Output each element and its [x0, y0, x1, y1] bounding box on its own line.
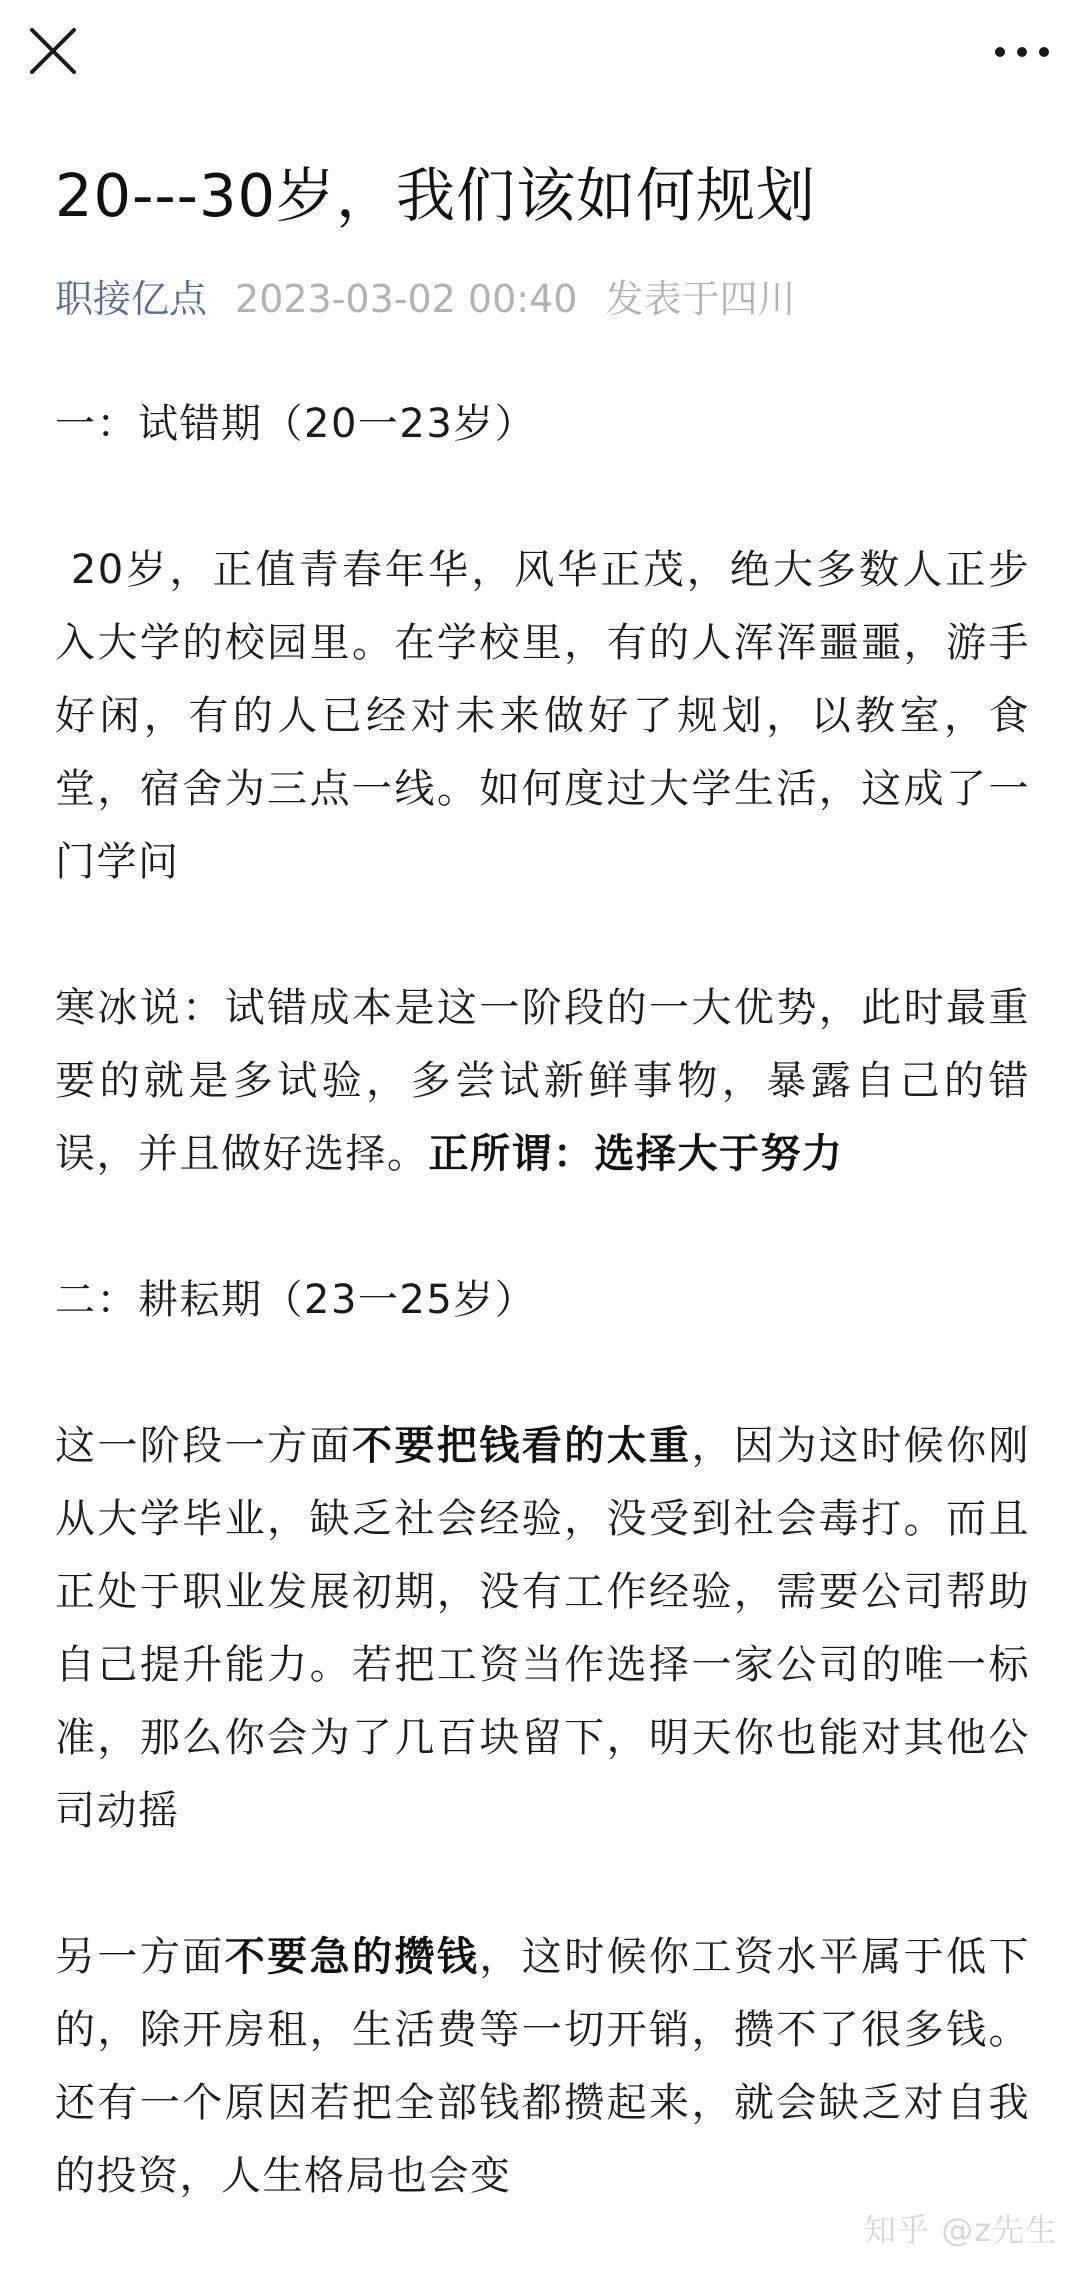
- watermark: 知乎 @z先生: [864, 2211, 1058, 2249]
- publish-date: 2023-03-02 00:40: [235, 277, 578, 321]
- close-icon: [26, 24, 82, 80]
- author-link[interactable]: 职接亿点: [55, 277, 208, 321]
- article: [55, 160, 1030, 2279]
- article-meta: [55, 276, 1030, 322]
- top-bar: [0, 0, 1080, 110]
- paragraph-2-bold: 正所谓：选择大于努力: [428, 1131, 844, 1177]
- more-horizontal-icon: [990, 24, 1054, 80]
- paragraph-3: [55, 1410, 1030, 1848]
- article-title: 20---30岁，我们该如何规划: [55, 161, 817, 230]
- paragraph-4-post: ，这时候你工资水平属于低下的，除开房租，生活费等一切开销，攒不了很多钱。还有一个原因若把全部钱都攒起来，就会缺乏对自我的投资，人生格局也会变: [55, 1934, 1031, 2199]
- publish-location: 发表于四川: [605, 277, 796, 321]
- more-options-button[interactable]: [990, 24, 1054, 80]
- paragraph-3-post: ，因为这时候你刚从大学毕业，缺乏社会经验，没受到社会毒打。而且正处于职业发展初期，没有工作经验，需要公司帮助自己提升能力。若把工资当作选择一家公司的唯一标准，那么你会为了几百块留下，明天你也能对其他公司动摇: [55, 1423, 1031, 1834]
- paragraph-2-text: 寒冰说：试错成本是这一阶段的一大优势，此时最重要的就是多试验，多尝试新鲜事物，暴露自己的错误，并且做好选择。: [55, 985, 1030, 1177]
- paragraph-3-pre: 这一阶段一方面: [55, 1423, 353, 1469]
- paragraph-2: [55, 972, 1030, 1191]
- paragraph-1: 20岁，正值青春年华，风华正茂，绝大多数人正步入大学的校园里。在学校里，有的人浑浑噩噩，游手好闲，有的人已经对未来做好了规划，以教室，食堂，宿舍为三点一线。如何度过大学生活，这成了一门学问: [55, 547, 1030, 885]
- paragraph-3-bold: 不要把钱看的太重: [352, 1423, 692, 1469]
- close-button[interactable]: [26, 24, 82, 80]
- paragraph-4-pre: 另一方面: [55, 1934, 225, 1980]
- section-heading-1: 一：试错期（20一23岁）: [55, 401, 537, 447]
- section-heading-2: 二：耕耘期（23一25岁）: [55, 1277, 537, 1323]
- paragraph-4-bold: 不要急的攒钱: [224, 1934, 480, 1980]
- paragraph-4: [55, 1921, 1030, 2213]
- article-body: [55, 388, 1030, 2213]
